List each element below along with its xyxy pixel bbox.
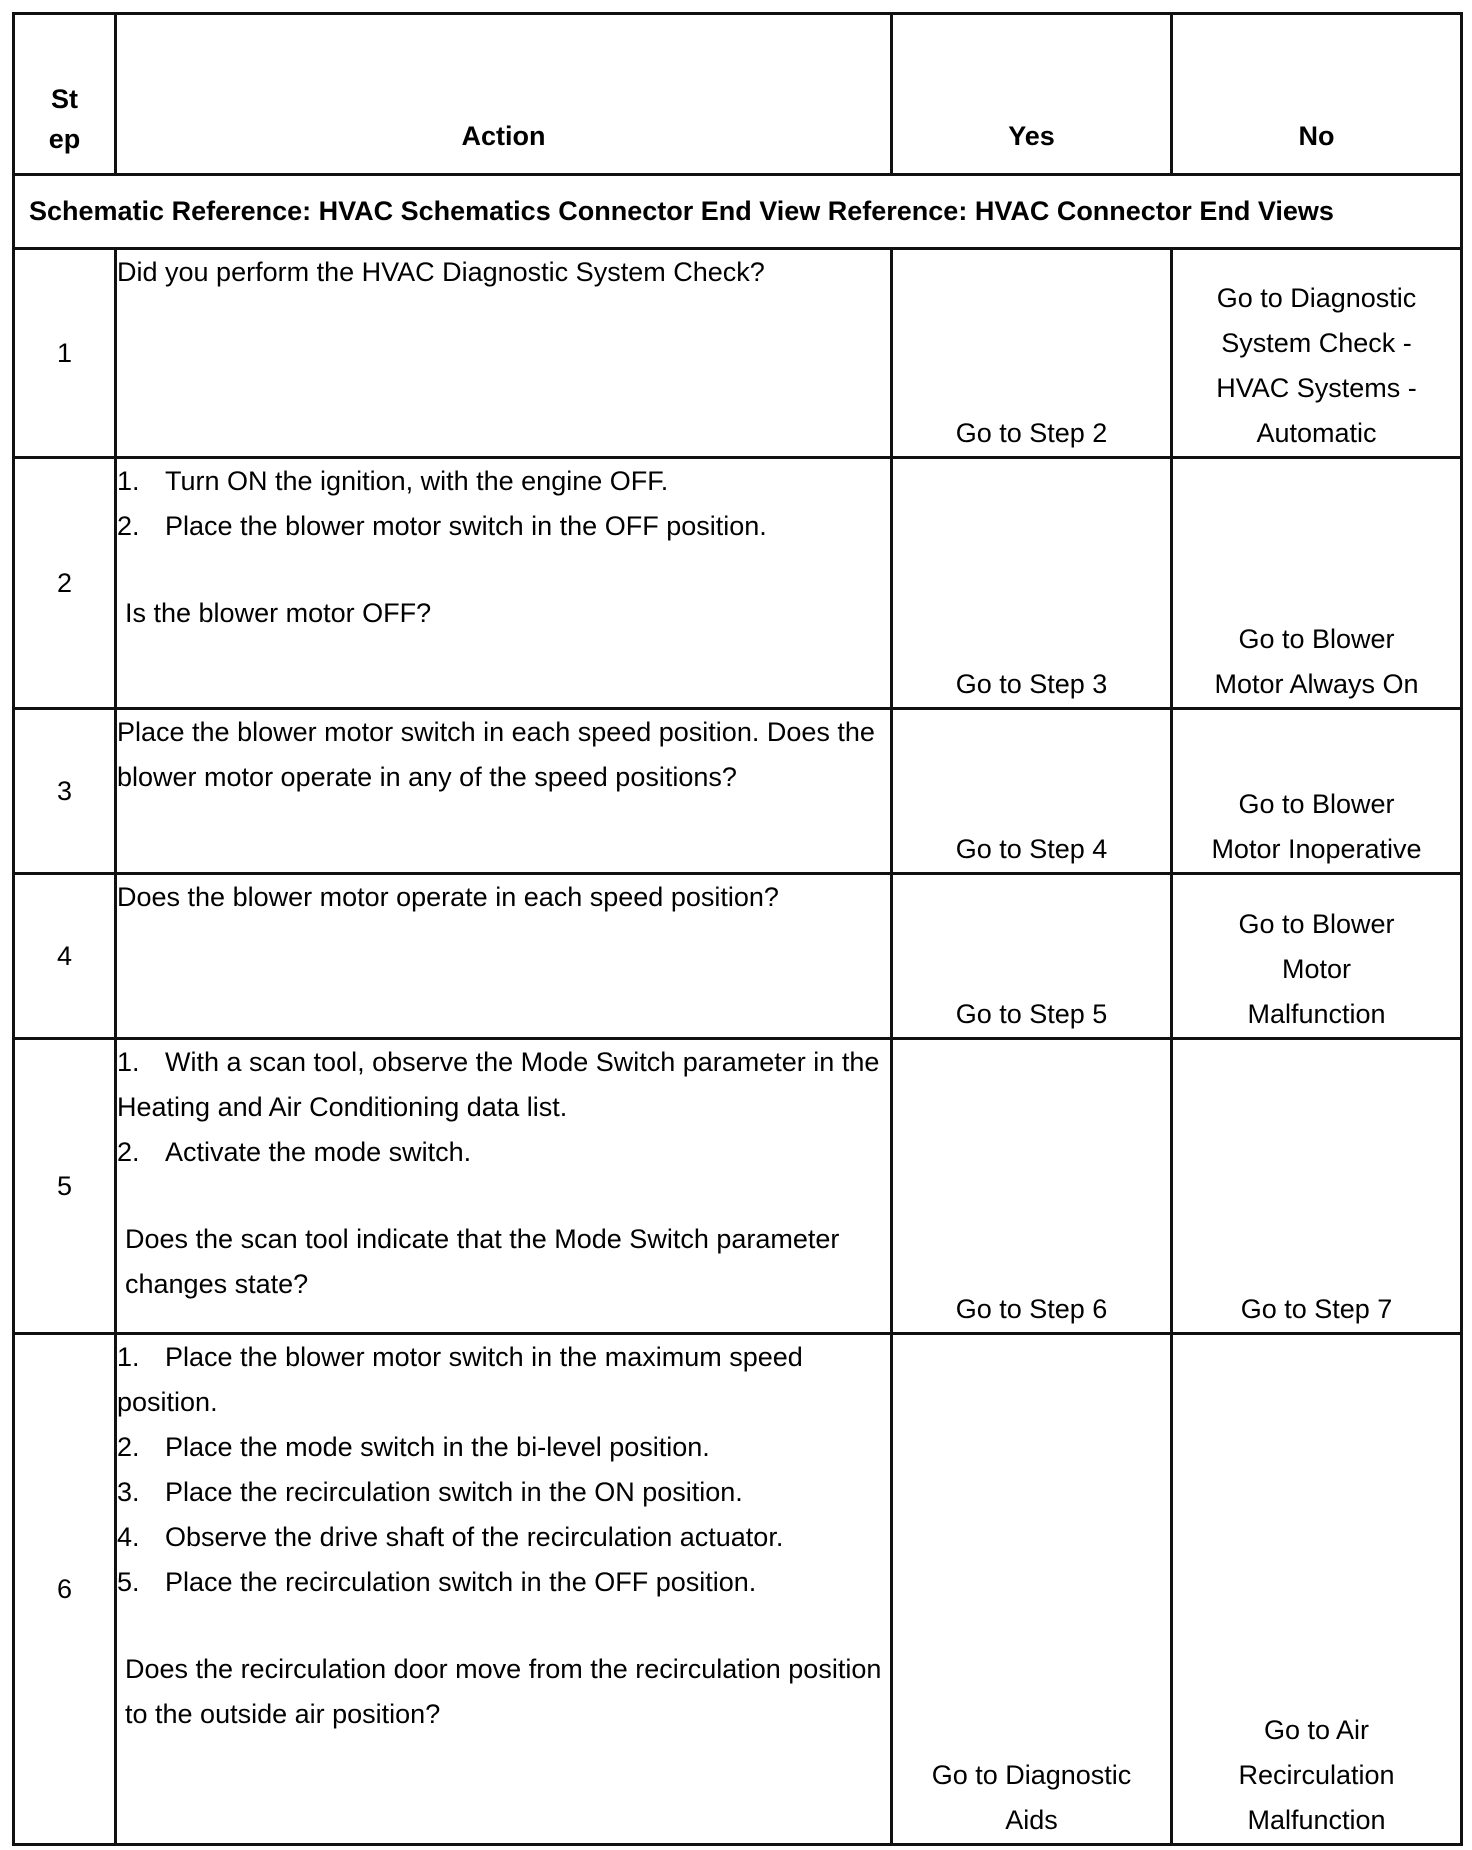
yes-cell: Go to Step 3	[892, 458, 1172, 709]
table-row	[14, 1039, 1462, 1334]
step-number: 4	[14, 874, 116, 1039]
header-action: Action	[116, 14, 892, 175]
diagnostic-table	[12, 12, 1463, 1846]
table-row	[14, 249, 1462, 458]
no-cell: Go to Blower Motor Malfunction	[1172, 874, 1462, 1039]
list-item: 2. Place the mode switch in the bi-level position.	[117, 1432, 710, 1462]
action-cell	[116, 1334, 892, 1845]
action-question: Does the scan tool indicate that the Mode Switch parameter changes state?	[125, 1224, 840, 1299]
yes-cell: Go to Step 5	[892, 874, 1172, 1039]
header-step: St ep	[14, 14, 116, 175]
action-cell	[116, 874, 892, 1039]
action-list	[117, 1040, 890, 1175]
no-cell: Go to Diagnostic System Check - HVAC Systems - Automatic	[1172, 249, 1462, 458]
step-number: 5	[14, 1039, 116, 1334]
yes-cell: Go to Step 2	[892, 249, 1172, 458]
list-item: 1. Place the blower motor switch in the maximum speed position.	[117, 1342, 803, 1417]
table-row	[14, 874, 1462, 1039]
header-yes: Yes	[892, 14, 1172, 175]
table-row	[14, 709, 1462, 874]
header-no: No	[1172, 14, 1462, 175]
step-number: 2	[14, 458, 116, 709]
action-question: Does the recirculation door move from the recirculation position to the outside air position?	[125, 1654, 882, 1729]
action-text: Place the blower motor switch in each speed position. Does the blower motor operate in any of the speed positions?	[117, 717, 875, 792]
step-number: 1	[14, 249, 116, 458]
action-text: Does the blower motor operate in each speed position?	[117, 882, 779, 912]
list-item: 4. Observe the drive shaft of the recirculation actuator.	[117, 1522, 784, 1552]
action-cell	[116, 1039, 892, 1334]
table-row	[14, 1334, 1462, 1845]
schematic-reference: Schematic Reference: HVAC Schematics Connector End View Reference: HVAC Connector End Views	[14, 175, 1462, 249]
step-number: 3	[14, 709, 116, 874]
list-item: 3. Place the recirculation switch in the ON position.	[117, 1477, 743, 1507]
step-number: 6	[14, 1334, 116, 1845]
action-cell	[116, 458, 892, 709]
yes-cell: Go to Diagnostic Aids	[892, 1334, 1172, 1845]
list-item: 2. Place the blower motor switch in the OFF position.	[117, 511, 767, 541]
action-cell	[116, 709, 892, 874]
no-cell: Go to Blower Motor Inoperative	[1172, 709, 1462, 874]
table-row	[14, 458, 1462, 709]
action-list	[117, 459, 890, 549]
action-question: Is the blower motor OFF?	[125, 598, 432, 628]
list-item: 1. Turn ON the ignition, with the engine OFF.	[117, 466, 669, 496]
reference-row	[14, 175, 1462, 249]
list-item: 5. Place the recirculation switch in the OFF position.	[117, 1567, 757, 1597]
no-cell: Go to Step 7	[1172, 1039, 1462, 1334]
no-cell: Go to Air Recirculation Malfunction	[1172, 1334, 1462, 1845]
action-cell	[116, 249, 892, 458]
yes-cell: Go to Step 4	[892, 709, 1172, 874]
no-cell: Go to Blower Motor Always On	[1172, 458, 1462, 709]
list-item: 2. Activate the mode switch.	[117, 1137, 472, 1167]
action-text: Did you perform the HVAC Diagnostic System Check?	[117, 257, 765, 287]
list-item: 1. With a scan tool, observe the Mode Switch parameter in the Heating and Air Conditioning data list.	[117, 1047, 880, 1122]
yes-cell: Go to Step 6	[892, 1039, 1172, 1334]
header-row	[14, 14, 1462, 175]
action-list	[117, 1335, 890, 1605]
